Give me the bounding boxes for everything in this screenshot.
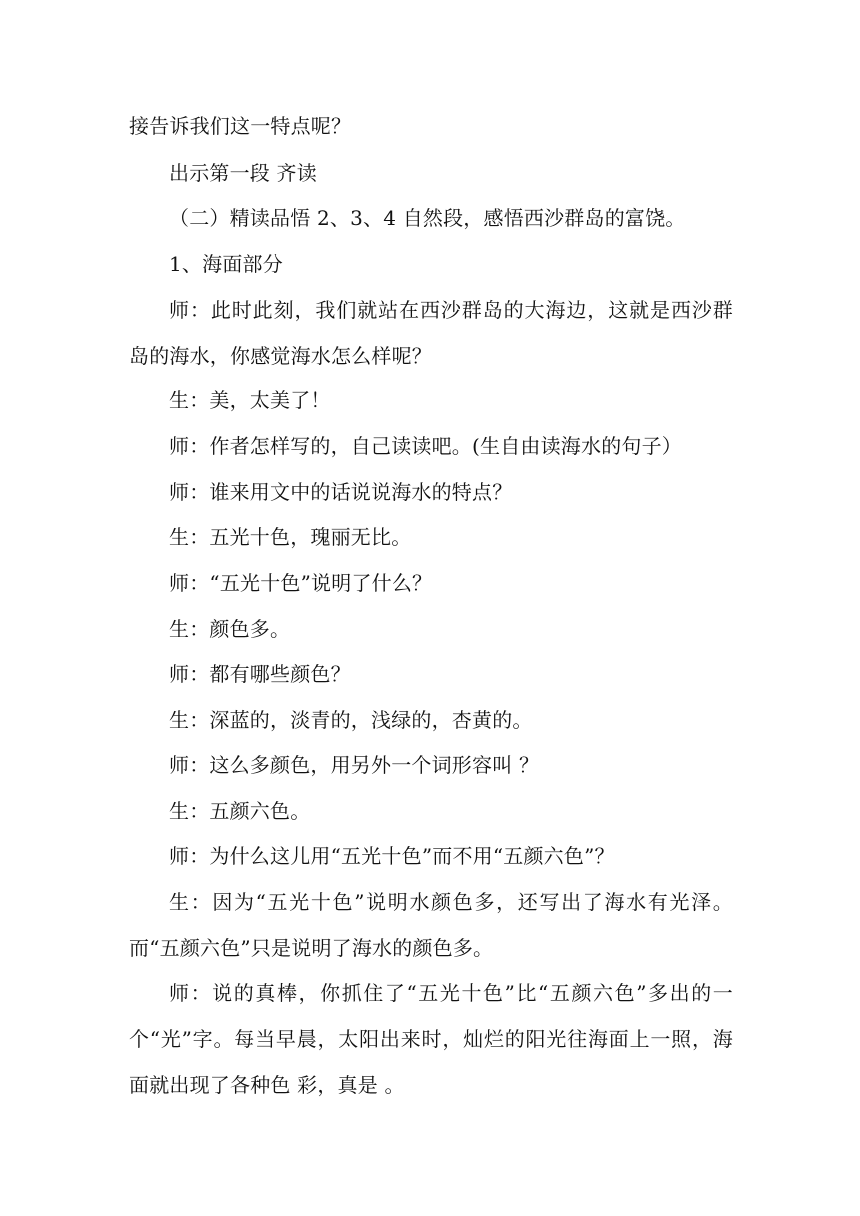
dialogue-line: 生：五光十色，瑰丽无比。 — [169, 525, 412, 549]
dialogue-line: 生：深蓝的，淡青的，浅绿的，杏黄的。 — [169, 708, 533, 732]
dialogue-line: 生：因为“五光十色”说明水颜色多，还写出了海水有光泽。而“五颜六色”只是说明了海水的颜色多。 — [129, 890, 733, 960]
dialogue-line: 生：颜色多。 — [169, 617, 291, 641]
subsection-heading: 1、海面部分 — [169, 252, 283, 276]
dialogue-line: 师：谁来用文中的话说说海水的特点？ — [169, 480, 513, 504]
dialogue-line: 师：都有哪些颜色？ — [169, 662, 351, 686]
dialogue-line: 生：五颜六色。 — [169, 799, 311, 823]
dialogue-line: 师：这么多颜色，用另外一个词形容叫 ？ — [169, 753, 540, 777]
dialogue-line: 生：美，太美了！ — [169, 388, 331, 412]
dialogue-line: 师：此时此刻，我们就站在西沙群岛的大海边，这就是西沙群岛的海水，你感觉海水怎么样呢？ — [129, 298, 733, 368]
dialogue-line: 师：“五光十色”说明了什么？ — [169, 571, 433, 595]
dialogue-line: 师：说的真棒，你抓住了“五光十色”比“五颜六色”多出的一个“光”字。每当早晨，太阳出来时，灿烂的阳光往海面上一照，海面就出现了各种色 彩，真是 。 — [129, 981, 733, 1097]
paragraph-instruction: 出示第一段 齐读 — [169, 161, 317, 185]
dialogue-line: 师：作者怎样写的，自己读读吧。(生自由读海水的句子） — [169, 434, 683, 458]
dialogue-line: 师：为什么这儿用“五光十色”而不用“五颜六色”？ — [169, 844, 615, 868]
paragraph-continuation: 接告诉我们这一特点呢？ — [129, 114, 352, 138]
section-heading: （二）精读品悟 2、3、4 自然段，感悟西沙群岛的富饶。 — [169, 206, 686, 230]
